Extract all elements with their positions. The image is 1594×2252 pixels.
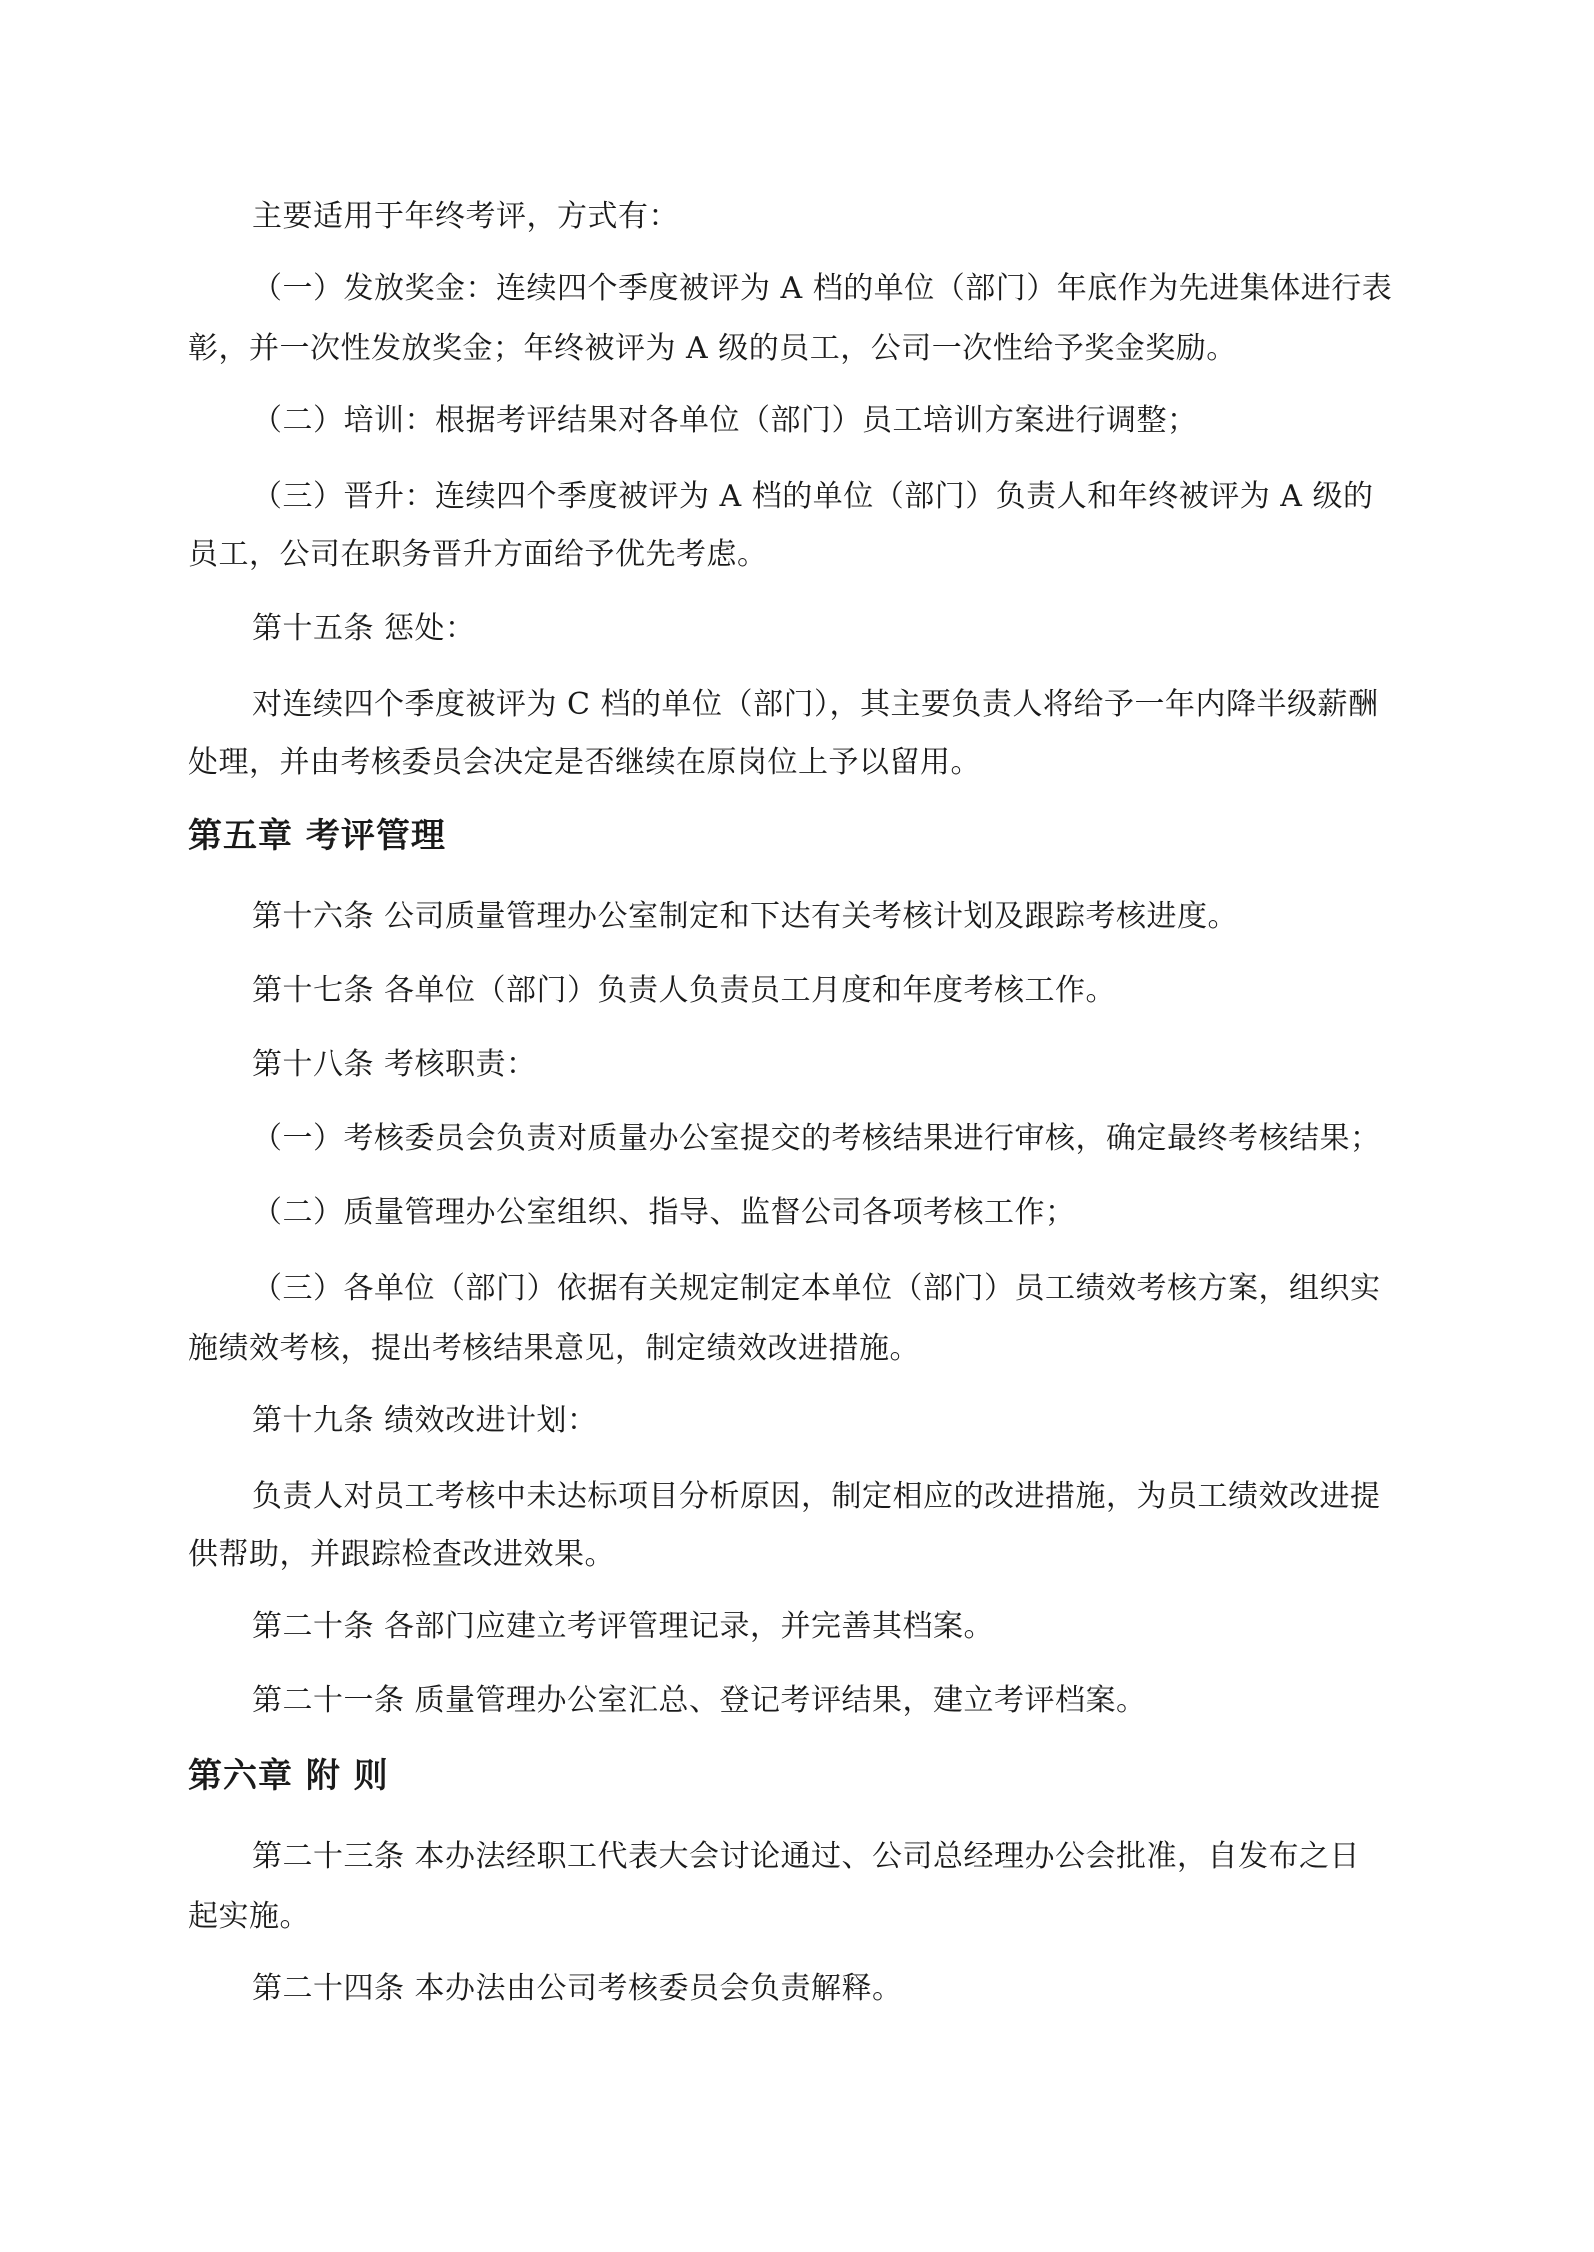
article-line: 第二十一条 质量管理办公室汇总、登记考评结果，建立考评档案。 [252, 1683, 1147, 1718]
article-title: 第十八条 考核职责： [252, 1047, 537, 1082]
article-title: 第十五条 惩处： [252, 611, 476, 646]
paragraph-line: 施绩效考核，提出考核结果意见，制定绩效改进措施。 [188, 1331, 920, 1366]
paragraph-line: （二）培训：根据考评结果对各单位（部门）员工培训方案进行调整； [252, 403, 1198, 438]
chapter-heading: 第六章 附 则 [188, 1756, 389, 1796]
paragraph-line: 供帮助，并跟踪检查改进效果。 [188, 1537, 615, 1572]
paragraph-line: （三）各单位（部门）依据有关规定制定本单位（部门）员工绩效考核方案，组织实 [252, 1271, 1381, 1306]
paragraph-line: 负责人对员工考核中未达标项目分析原因，制定相应的改进措施，为员工绩效改进提 [252, 1479, 1381, 1514]
article-line: 第十七条 各单位（部门）负责人负责员工月度和年度考核工作。 [252, 973, 1117, 1008]
paragraph-line: （二）质量管理办公室组织、指导、监督公司各项考核工作； [252, 1195, 1076, 1230]
paragraph-line: （一）考核委员会负责对质量办公室提交的考核结果进行审核，确定最终考核结果； [252, 1121, 1381, 1156]
article-line: 第二十条 各部门应建立考评管理记录，并完善其档案。 [252, 1609, 995, 1644]
article-line: 第二十三条 本办法经职工代表大会讨论通过、公司总经理办公会批准，自发布之日 [252, 1839, 1361, 1874]
paragraph-line: 处理，并由考核委员会决定是否继续在原岗位上予以留用。 [188, 745, 981, 780]
paragraph-line: 起实施。 [188, 1899, 310, 1934]
chapter-heading: 第五章 考评管理 [188, 816, 446, 856]
article-line: 第二十四条 本办法由公司考核委员会负责解释。 [252, 1971, 903, 2006]
article-line: 第十六条 公司质量管理办公室制定和下达有关考核计划及跟踪考核进度。 [252, 899, 1239, 934]
article-title: 第十九条 绩效改进计划： [252, 1403, 598, 1438]
paragraph-line: 员工，公司在职务晋升方面给予优先考虑。 [188, 537, 768, 572]
paragraph-line: 彰，并一次性发放奖金；年终被评为 A 级的员工，公司一次性给予奖金奖励。 [188, 331, 1237, 366]
paragraph-line: 对连续四个季度被评为 C 档的单位（部门），其主要负责人将给予一年内降半级薪酬 [252, 687, 1379, 722]
paragraph-line: （三）晋升：连续四个季度被评为 A 档的单位（部门）负责人和年终被评为 A 级的 [252, 479, 1374, 514]
paragraph-line: （一）发放奖金：连续四个季度被评为 A 档的单位（部门）年底作为先进集体进行表 [252, 271, 1393, 306]
paragraph-line: 主要适用于年终考评，方式有： [252, 199, 679, 234]
